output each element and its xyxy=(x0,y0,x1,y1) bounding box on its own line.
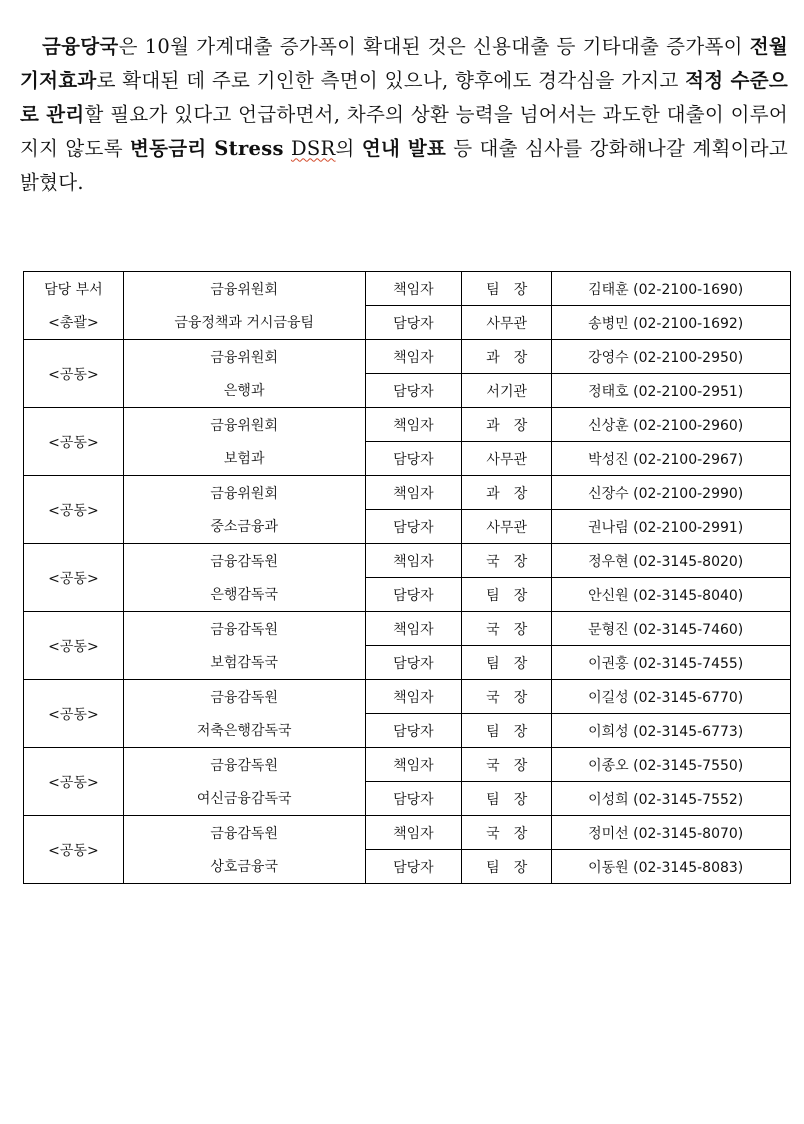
role-label: <총괄> xyxy=(24,306,124,340)
person-contact: 이성희 (02-3145-7552) xyxy=(552,782,791,816)
contact-row-lead xyxy=(24,816,791,850)
person-contact: 강영수 (02-2100-2950) xyxy=(552,340,791,374)
bold-phrase: 금융당국 xyxy=(42,34,119,58)
unit-name: 중소금융과 xyxy=(123,510,365,544)
job-title: 사무관 xyxy=(462,510,552,544)
org-name: 금융위원회 xyxy=(123,408,365,442)
contact-row-lead xyxy=(24,340,791,374)
position-kind: 책임자 xyxy=(365,272,462,306)
contact-table xyxy=(23,271,791,884)
contact-row-staff xyxy=(24,374,791,408)
person-contact: 권나림 (02-2100-2991) xyxy=(552,510,791,544)
person-contact: 정우현 (02-3145-8020) xyxy=(552,544,791,578)
unit-name: 은행감독국 xyxy=(123,578,365,612)
job-title: 팀 장 xyxy=(462,714,552,748)
bold-phrase: 전월 기저효과 xyxy=(20,34,788,92)
contact-row-lead xyxy=(24,544,791,578)
position-kind: 책임자 xyxy=(365,680,462,714)
contact-row-lead xyxy=(24,612,791,646)
contact-row-staff xyxy=(24,510,791,544)
unit-name: 금융정책과 거시금융팀 xyxy=(123,306,365,340)
job-title: 팀 장 xyxy=(462,272,552,306)
contact-row-lead xyxy=(24,748,791,782)
role-label: <공동> xyxy=(24,408,124,476)
person-contact: 문형진 (02-3145-7460) xyxy=(552,612,791,646)
job-title: 팀 장 xyxy=(462,850,552,884)
bold-phrase: 변동금리 Stress xyxy=(129,136,284,160)
unit-name: 은행과 xyxy=(123,374,365,408)
job-title: 사무관 xyxy=(462,306,552,340)
person-contact: 이종오 (02-3145-7550) xyxy=(552,748,791,782)
role-label: <공동> xyxy=(24,476,124,544)
job-title: 국 장 xyxy=(462,544,552,578)
role-label: <공동> xyxy=(24,680,124,748)
job-title: 과 장 xyxy=(462,340,552,374)
person-contact: 이권홍 (02-3145-7455) xyxy=(552,646,791,680)
paragraph-text xyxy=(284,137,291,160)
bold-phrase: 적정 수준으로 관리 xyxy=(20,68,788,126)
role-label: <공동> xyxy=(24,816,124,884)
position-kind: 담당자 xyxy=(365,714,462,748)
position-kind: 책임자 xyxy=(365,476,462,510)
paragraph-text: 로 확대된 데 주로 기인한 측면이 있으나, 향후에도 경각심을 가지고 xyxy=(96,68,686,92)
org-name: 금융감독원 xyxy=(123,680,365,714)
job-title: 팀 장 xyxy=(462,578,552,612)
role-label: <공동> xyxy=(24,544,124,612)
unit-name: 상호금융국 xyxy=(123,850,365,884)
position-kind: 담당자 xyxy=(365,578,462,612)
contact-row-lead xyxy=(24,272,791,306)
position-kind: 담당자 xyxy=(365,442,462,476)
paragraph-text: 의 xyxy=(335,136,362,160)
position-kind: 책임자 xyxy=(365,340,462,374)
unit-name: 저축은행감독국 xyxy=(123,714,365,748)
job-title: 국 장 xyxy=(462,612,552,646)
person-contact: 신상훈 (02-2100-2960) xyxy=(552,408,791,442)
position-kind: 담당자 xyxy=(365,306,462,340)
contact-row-lead xyxy=(24,408,791,442)
contact-table-body xyxy=(24,272,791,884)
position-kind: 담당자 xyxy=(365,782,462,816)
org-name: 금융감독원 xyxy=(123,748,365,782)
position-kind: 담당자 xyxy=(365,646,462,680)
paragraph-text: 할 필요가 있다고 언급하면서, 차주의 상환 능력을 넘어서는 과도한 대출이 이루어지지 않도록 xyxy=(20,102,788,160)
person-contact: 이동원 (02-3145-8083) xyxy=(552,850,791,884)
org-name: 금융감독원 xyxy=(123,544,365,578)
position-kind: 책임자 xyxy=(365,612,462,646)
org-name: 금융위원회 xyxy=(123,476,365,510)
unit-name: 보험과 xyxy=(123,442,365,476)
job-title: 국 장 xyxy=(462,816,552,850)
person-contact: 이희성 (02-3145-6773) xyxy=(552,714,791,748)
job-title: 과 장 xyxy=(462,476,552,510)
contact-row-staff xyxy=(24,646,791,680)
job-title: 팀 장 xyxy=(462,646,552,680)
person-contact: 신장수 (02-2100-2990) xyxy=(552,476,791,510)
person-contact: 박성진 (02-2100-2967) xyxy=(552,442,791,476)
job-title: 과 장 xyxy=(462,408,552,442)
person-contact: 정미선 (02-3145-8070) xyxy=(552,816,791,850)
org-name: 금융위원회 xyxy=(123,340,365,374)
job-title: 사무관 xyxy=(462,442,552,476)
job-title: 서기관 xyxy=(462,374,552,408)
dept-header-label: 담당 부서 xyxy=(24,272,124,306)
unit-name: 보험감독국 xyxy=(123,646,365,680)
position-kind: 책임자 xyxy=(365,748,462,782)
person-contact: 송병민 (02-2100-1692) xyxy=(552,306,791,340)
position-kind: 담당자 xyxy=(365,374,462,408)
role-label: <공동> xyxy=(24,748,124,816)
role-label: <공동> xyxy=(24,612,124,680)
position-kind: 책임자 xyxy=(365,408,462,442)
position-kind: 책임자 xyxy=(365,816,462,850)
org-name: 금융위원회 xyxy=(123,272,365,306)
position-kind: 책임자 xyxy=(365,544,462,578)
contact-row-staff xyxy=(24,306,791,340)
contact-row-staff xyxy=(24,782,791,816)
position-kind: 담당자 xyxy=(365,510,462,544)
bold-phrase: 연내 발표 xyxy=(361,136,447,160)
spellcheck-flagged-word: DSR xyxy=(290,136,336,160)
person-contact: 안신원 (02-3145-8040) xyxy=(552,578,791,612)
contact-row-staff xyxy=(24,442,791,476)
role-label: <공동> xyxy=(24,340,124,408)
paragraph-text: 등 대출 심사를 강화해나갈 계획이라고 밝혔다. xyxy=(20,136,789,194)
contact-row-lead xyxy=(24,476,791,510)
job-title: 팀 장 xyxy=(462,782,552,816)
contact-row-lead xyxy=(24,680,791,714)
org-name: 금융감독원 xyxy=(123,816,365,850)
job-title: 국 장 xyxy=(462,680,552,714)
org-name: 금융감독원 xyxy=(123,612,365,646)
contact-row-staff xyxy=(24,714,791,748)
person-contact: 김태훈 (02-2100-1690) xyxy=(552,272,791,306)
unit-name: 여신금융감독국 xyxy=(123,782,365,816)
person-contact: 이길성 (02-3145-6770) xyxy=(552,680,791,714)
person-contact: 정태호 (02-2100-2951) xyxy=(552,374,791,408)
paragraph-text: 은 10월 가계대출 증가폭이 확대된 것은 신용대출 등 기타대출 증가폭이 xyxy=(118,34,750,58)
job-title: 국 장 xyxy=(462,748,552,782)
contact-row-staff xyxy=(24,578,791,612)
contact-row-staff xyxy=(24,850,791,884)
body-paragraph xyxy=(20,30,788,200)
position-kind: 담당자 xyxy=(365,850,462,884)
